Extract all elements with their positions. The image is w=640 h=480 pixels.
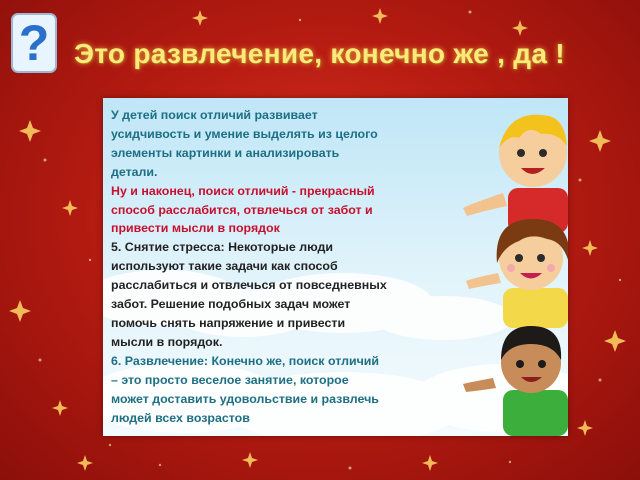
children-illustration [463, 98, 568, 436]
stress-line: помочь снять напряжение и привести [111, 315, 346, 330]
svg-text:?: ? [18, 15, 50, 71]
stress-line: мысли в порядок. [111, 334, 223, 349]
dark-haired-boy-figure [463, 326, 568, 436]
fun-line: может доставить удовольствие и развлечь [111, 391, 379, 406]
fun-line: – это просто веселое занятие, которое [111, 372, 349, 387]
intro-line: У детей поиск отличий развивает [111, 108, 318, 122]
stress-line: 5. Снятие стресса: Некоторые люди [111, 240, 333, 255]
intro-line: элементы картинки и анализировать [111, 145, 340, 160]
question-mark-icon [6, 8, 62, 78]
conclusion-line: привести мысли в порядок [111, 221, 280, 236]
stress-line: используют такие задачи как способ [111, 259, 338, 274]
title-area [74, 38, 634, 78]
blond-boy-figure [463, 115, 568, 233]
intro-line: детали. [111, 164, 158, 179]
conclusion-line: способ расслабится, отвлечься от забот и [111, 202, 373, 217]
page-title: Это развлечение, конечно же , да ! [74, 38, 565, 69]
conclusion-line: Ну и наконец, поиск отличий - прекрасный [111, 183, 375, 198]
girl-figure [466, 219, 568, 328]
fun-line: 6. Развлечение: Конечно же, поиск отличий [111, 353, 380, 368]
fun-line: людей всех возрастов [111, 410, 250, 425]
stress-line: забот. Решение подобных задач может [111, 297, 351, 312]
intro-line: усидчивость и умение выделять из целого [111, 126, 378, 141]
content-card [103, 98, 568, 436]
stress-line: расслабиться и отвлечься от повседневных [111, 278, 387, 293]
slide-text [111, 106, 416, 427]
